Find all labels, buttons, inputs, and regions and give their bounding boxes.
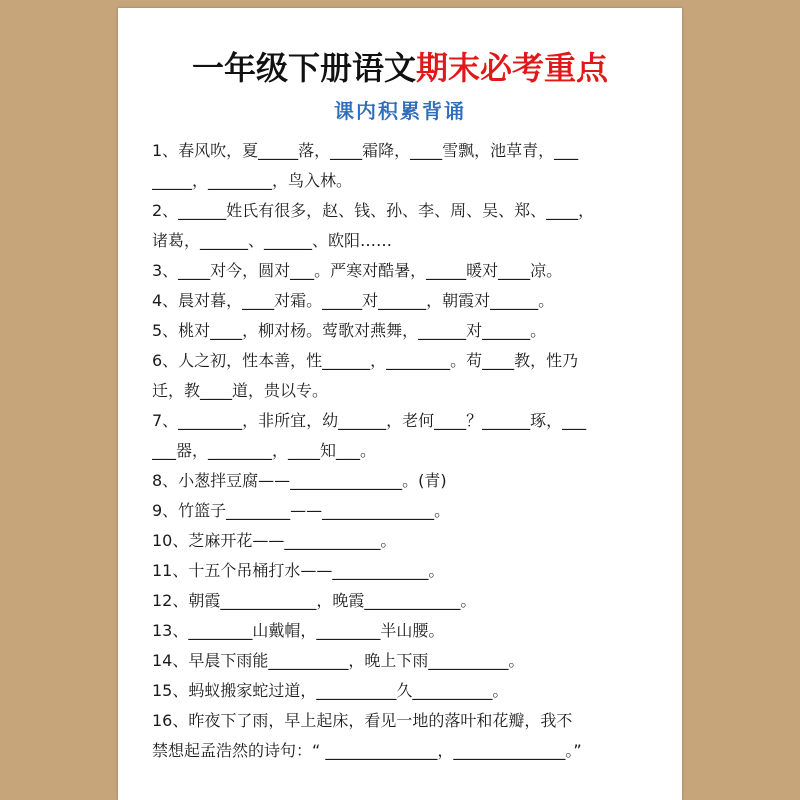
exercise-line: 禁想起孟浩然的诗句：“ ______________，______________。”	[152, 741, 582, 760]
exercise-line: 11、十五个吊桶打水——____________。	[152, 561, 445, 580]
exercise-line: 4、晨对暮，____对霜。_____对______，朝霞对______。	[152, 291, 555, 310]
exercise-line: 12、朝霞____________，晚霞____________。	[152, 591, 477, 610]
exercise-line: _____，________，鸟入林。	[152, 171, 353, 190]
exercise-line: 16、昨夜下了雨，早上起床，看见一地的落叶和花瓣，我不	[152, 711, 573, 730]
exercise-line: 15、蚂蚁搬家蛇过道，__________久__________。	[152, 681, 509, 700]
worksheet-page	[118, 8, 682, 800]
exercise-line: 10、芝麻开花——____________。	[152, 531, 397, 550]
exercise-line: 13、________山戴帽，________半山腰。	[152, 621, 445, 640]
exercise-line: 5、桃对____，柳对杨。莺歌对燕舞，______对______。	[152, 321, 547, 340]
exercise-list	[152, 136, 652, 766]
exercise-line: ___器，________，____知___。	[152, 441, 377, 460]
exercise-line: 8、小葱拌豆腐——______________。(青)	[152, 471, 447, 490]
exercise-line: 1、春风吹，夏_____落，____霜降，____雪飘，池草青，___	[152, 141, 579, 160]
exercise-line: 诸葛，______、______、欧阳……	[152, 231, 393, 250]
exercise-line: 14、早晨下雨能__________，晚上下雨__________。	[152, 651, 525, 670]
exercise-line: 6、人之初，性本善，性______，________。苟____教，性乃	[152, 351, 579, 370]
exercise-line: 9、竹篮子________——______________。	[152, 501, 451, 520]
exercise-line: 2、______姓氏有很多，赵、钱、孙、李、周、吴、郑、____，	[152, 201, 595, 220]
page-subtitle: 课内积累背诵	[334, 99, 466, 123]
page-title	[118, 46, 682, 90]
exercise-line: 7、________，非所宜，幼______，老何____？______琢，___	[152, 411, 587, 430]
exercise-line: 迁，教____道，贵以专。	[152, 381, 329, 400]
title-black-part: 一年级下册语文	[191, 49, 416, 87]
title-red-part: 期末必考重点	[416, 49, 609, 87]
exercise-line: 3、____对今，圆对___。严寒对酷暑，_____暖对____凉。	[152, 261, 563, 280]
